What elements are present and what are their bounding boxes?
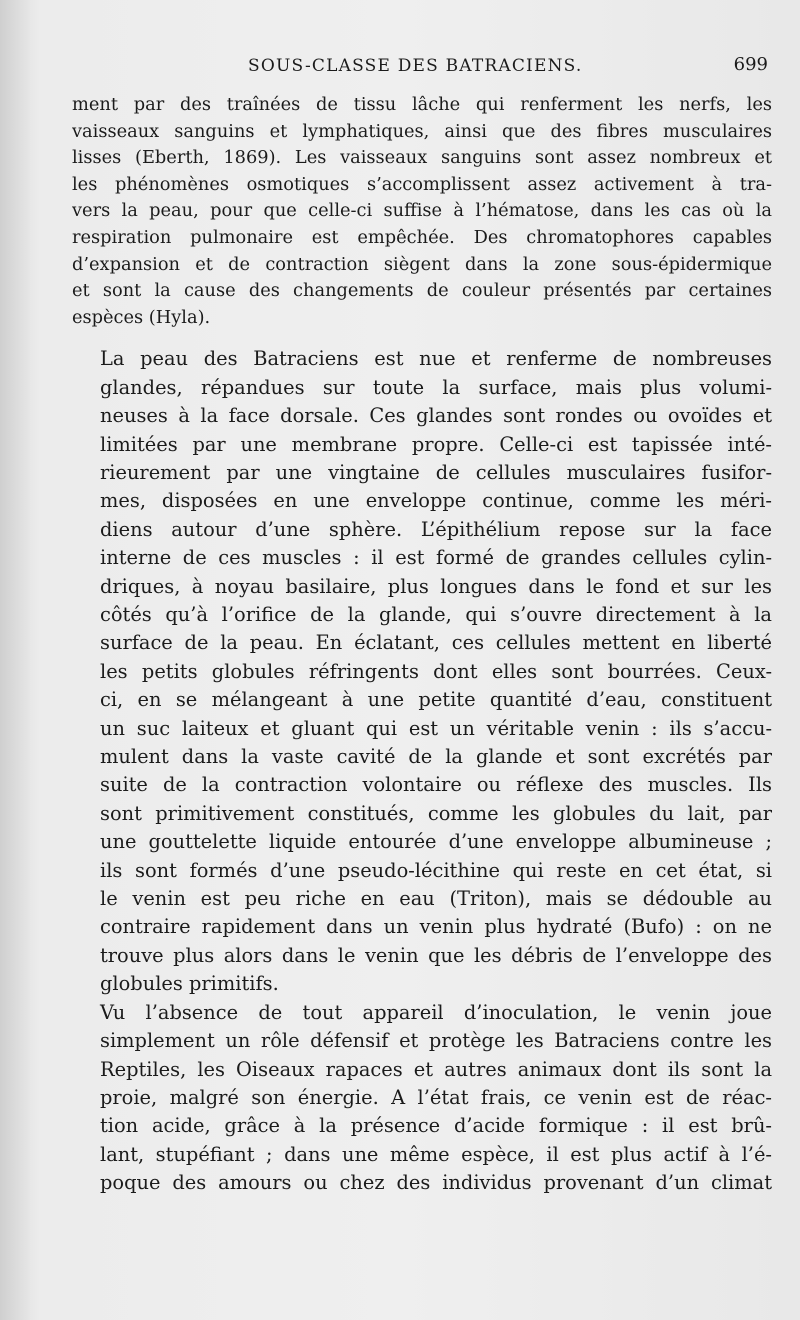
body-text [72, 92, 772, 1198]
text-line: côtés qu’à l’orifice de la glande, qui s’ouvre directement à la [100, 603, 772, 626]
text-line: diens autour d’une sphère. L’épithélium repose sur la face [100, 517, 772, 541]
text-line: contraire rapidement dans un venin plus hydraté (Bufo) : on ne [100, 915, 772, 939]
text-line: ci, en se mélangeant à une petite quantité d’eau, constituent [100, 688, 772, 712]
text-line: d’expansion et de contraction siègent dans la zone sous-épidermique [72, 253, 772, 275]
page-header [72, 56, 772, 86]
text-line: vers la peau, pour que celle-ci suffise à l’hématose, dans les cas où la [72, 200, 772, 222]
running-head: SOUS-CLASSE DES BATRACIENS. [248, 56, 583, 76]
page-gutter [0, 0, 30, 1320]
text-line: rieurement par une vingtaine de cellules musculaires fusifor- [100, 460, 772, 484]
text-line: lant, stupéfiant ; dans une même espèce, il est plus actif à l’é- [100, 1142, 772, 1166]
text-line: ils sont formés d’une pseudo-lécithine qui reste en cet état, si [100, 858, 772, 882]
text-line: vaisseaux sanguins et lymphatiques, ainsi que des fibres musculaires [72, 120, 772, 142]
text-line: les petits globules réfringents dont elles sont bourrées. Ceux- [100, 659, 772, 683]
text-line: interne de ces muscles : il est formé de grandes cellules cylin- [100, 546, 772, 570]
text-line: le venin est peu riche en eau (Triton), mais se dédouble au [100, 887, 772, 911]
text-line: limitées par une membrane propre. Celle-ci est tapissée inté- [100, 432, 772, 456]
text-line: simplement un rôle défensif et protège les Batraciens contre les [100, 1029, 772, 1053]
text-line: suite de la contraction volontaire ou réflexe des muscles. Ils [100, 773, 772, 797]
text-line: tion acide, grâce à la présence d’acide formique : il est brû- [100, 1114, 772, 1138]
text-line: un suc laiteux et gluant qui est un véritable venin : ils s’accu- [100, 716, 772, 740]
paragraph-3 [72, 999, 772, 1198]
text-line: glandes, répandues sur toute la surface, mais plus volumi- [100, 375, 772, 399]
text-line: mulent dans la vaste cavité de la glande et sont excrétés par [100, 745, 772, 769]
text-line: Vu l’absence de tout appareil d’inoculation, le venin joue [100, 1000, 772, 1024]
text-line: La peau des Batraciens est nue et renferme de nombreuses [100, 347, 772, 371]
text-line: les phénomènes osmotiques s’accomplissent assez activement à tra- [72, 173, 772, 195]
text-line: respiration pulmonaire est empêchée. Des chromatophores capables [72, 226, 772, 248]
text-line: driques, à noyau basilaire, plus longues dans le fond et sur les [100, 574, 772, 598]
text-line: sont primitivement constitués, comme les globules du lait, par [100, 801, 772, 825]
text-line: trouve plus alors dans le venin que les débris de l’enveloppe des [100, 943, 772, 967]
text-line: neuses à la face dorsale. Ces glandes sont rondes ou ovoïdes et [100, 404, 772, 428]
text-line: globules primitifs. [100, 972, 279, 996]
text-line: proie, malgré son énergie. A l’état frais, ce venin est de réac- [100, 1085, 772, 1109]
text-line: espèces (Hyla). [72, 306, 211, 328]
page-number: 699 [733, 54, 768, 75]
text-line: surface de la peau. En éclatant, ces cellules mettent en liberté [100, 631, 772, 655]
text-line: mes, disposées en une enveloppe continue, comme les méri- [100, 489, 772, 513]
paragraph-2 [72, 345, 772, 998]
text-line: et sont la cause des changements de couleur présentés par certaines [72, 280, 772, 302]
paragraph-1 [72, 92, 772, 331]
text-line: lisses (Eberth, 1869). Les vaisseaux sanguins sont assez nombreux et [72, 147, 772, 169]
text-line: ment par des traînées de tissu lâche qui renferment les nerfs, les [72, 94, 772, 115]
text-line: une gouttelette liquide entourée d’une enveloppe albumineuse ; [100, 830, 772, 854]
text-line: poque des amours ou chez des individus provenant d’un climat [100, 1171, 772, 1195]
text-line: Reptiles, les Oiseaux rapaces et autres animaux dont ils sont la [100, 1057, 772, 1081]
